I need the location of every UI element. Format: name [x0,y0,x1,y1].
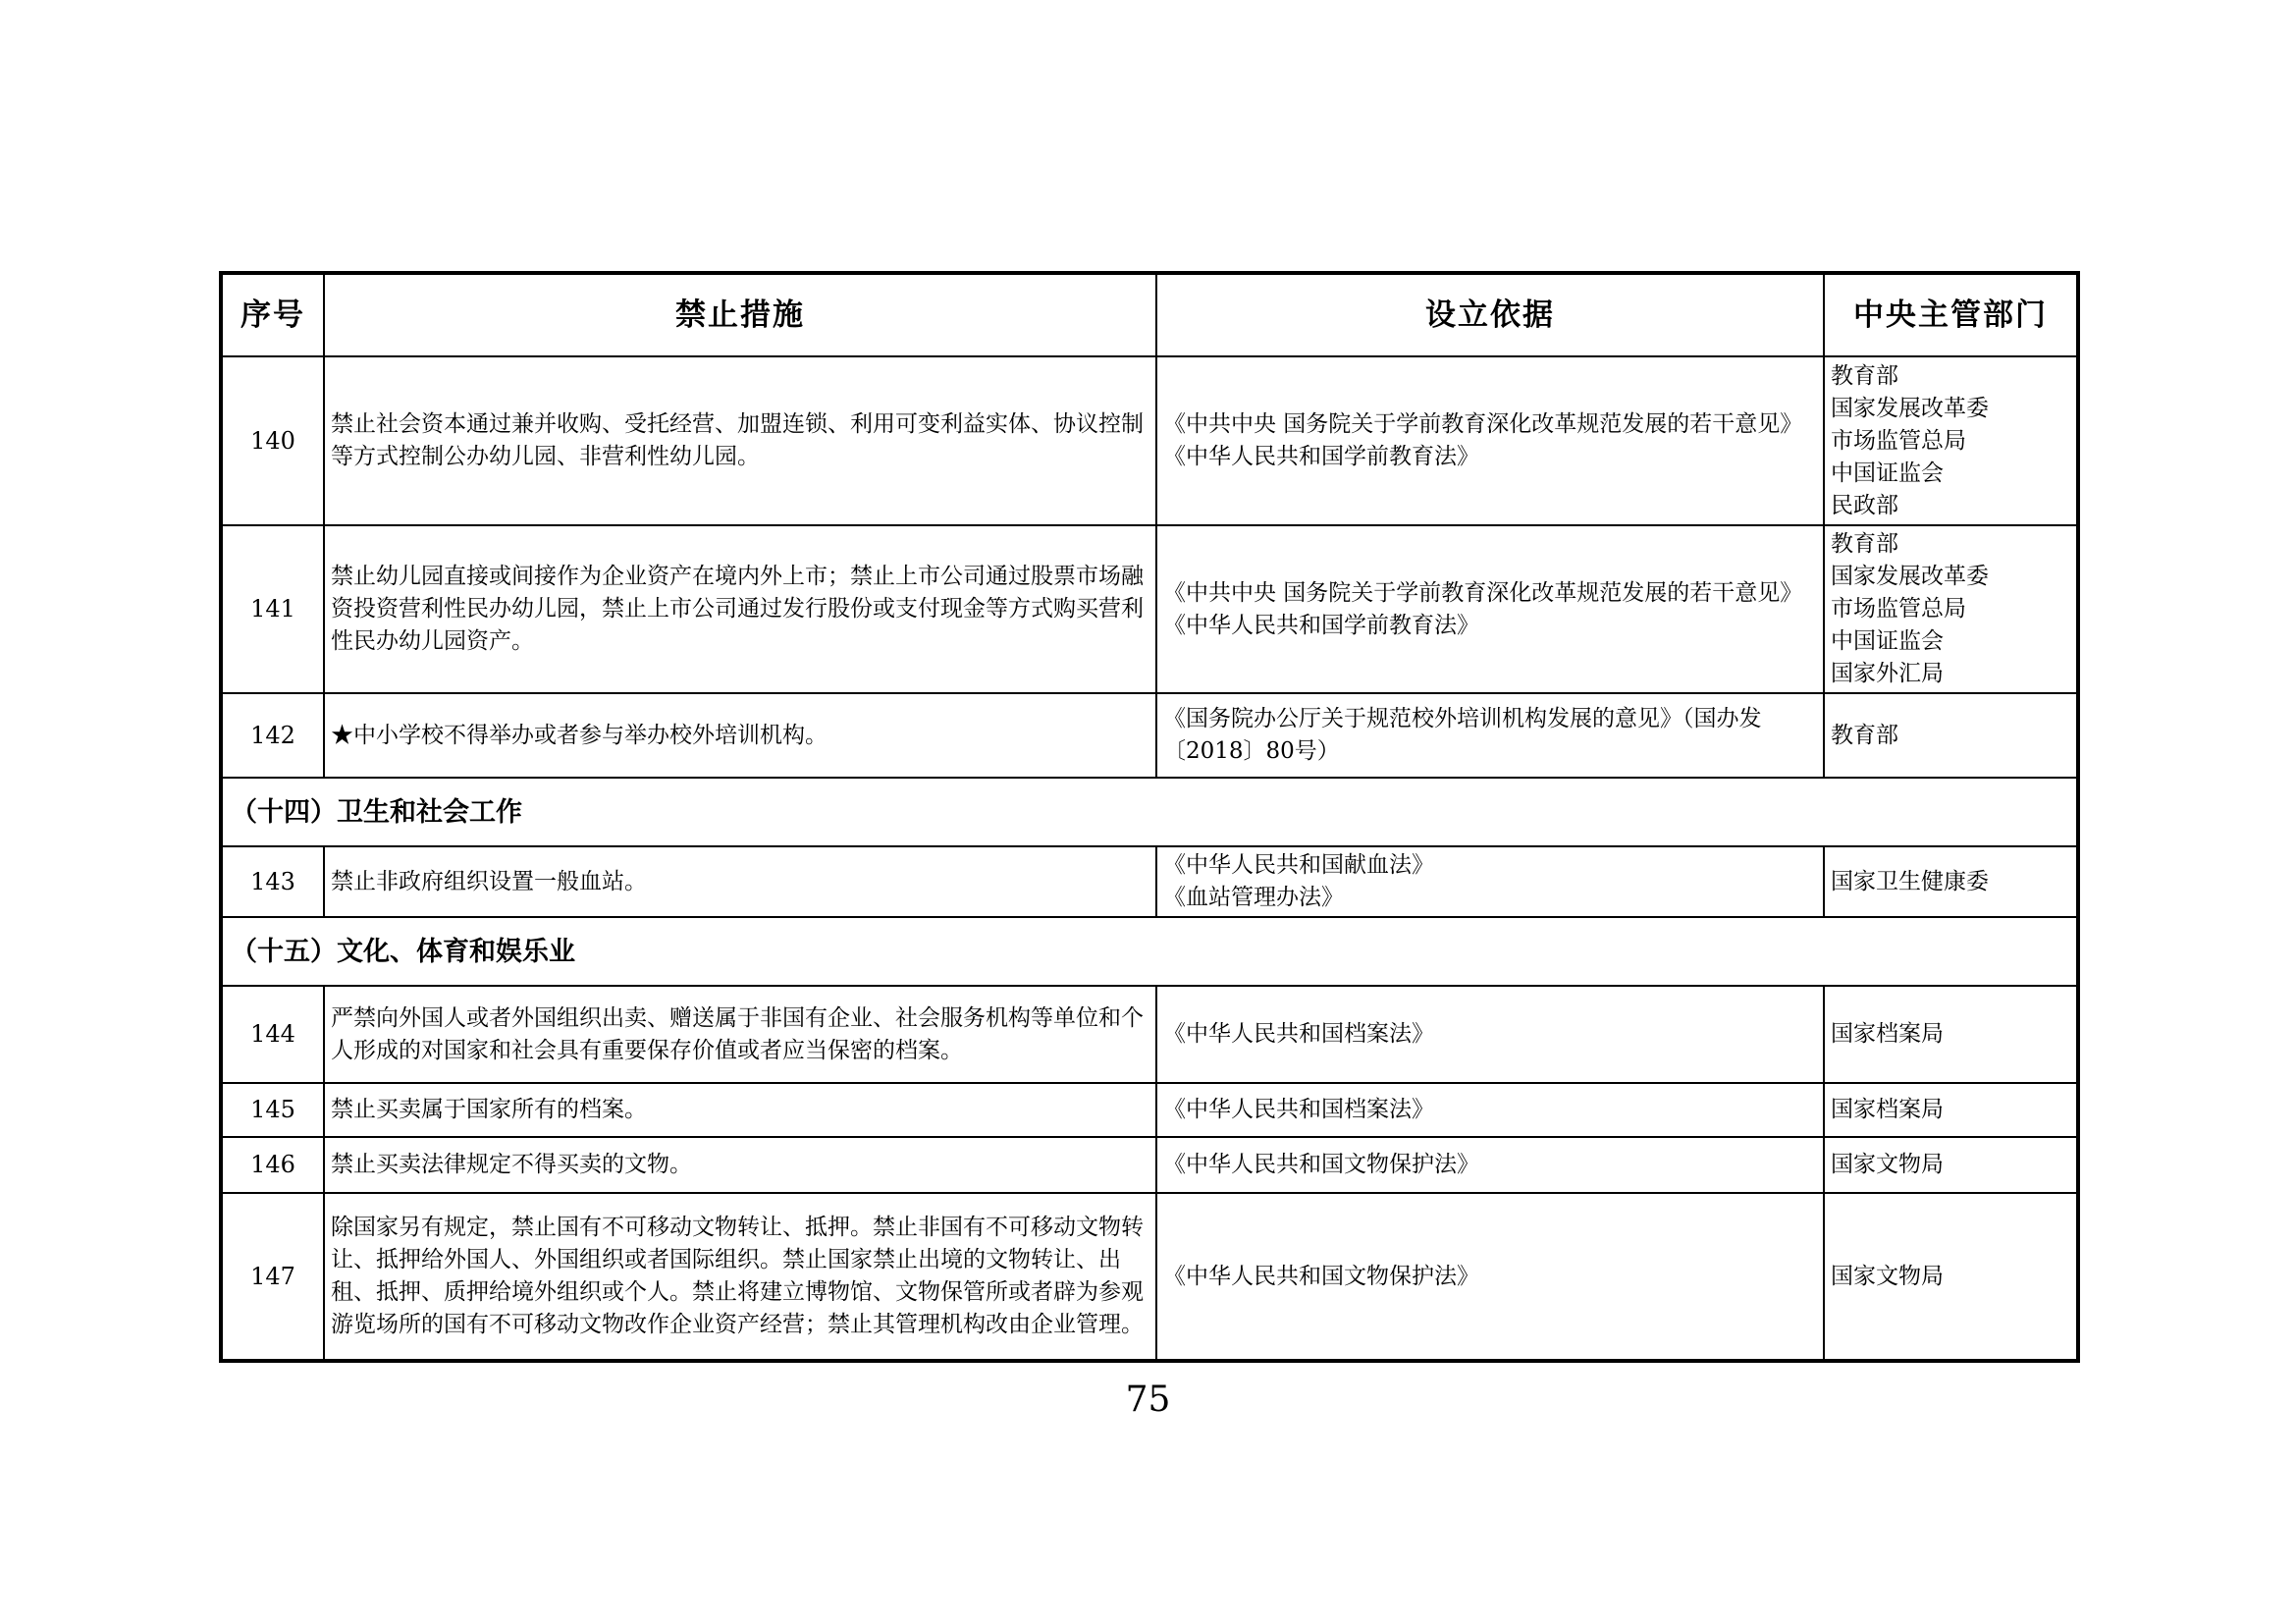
department-name: 教育部 [1831,362,1898,389]
basis-document: 《中共中央 国务院关于学前教育深化改革规范发展的若干意见》 [1163,579,1803,606]
row-number: 147 [221,1193,324,1361]
row-departments [1824,525,2078,693]
header-department: 中央主管部门 [1824,273,2078,356]
department-name: 民政部 [1831,492,1898,518]
row-number: 141 [221,525,324,693]
row-basis: 《中华人民共和国档案法》 [1156,986,1824,1083]
table-row [221,1193,2078,1361]
row-basis [1156,525,1824,693]
basis-document: 《中华人民共和国学前教育法》 [1163,612,1479,638]
table-row [221,1083,2078,1137]
basis-document: 《中共中央 国务院关于学前教育深化改革规范发展的若干意见》 [1163,411,1803,437]
table-header-row [221,273,2078,356]
department-name: 市场监管总局 [1831,596,1966,622]
row-measure: 禁止买卖法律规定不得买卖的文物。 [324,1137,1156,1193]
row-basis: 《中华人民共和国文物保护法》 [1156,1193,1824,1361]
department-name: 国家发展改革委 [1831,395,1989,421]
header-basis: 设立依据 [1156,273,1824,356]
row-measure: 严禁向外国人或者外国组织出卖、赠送属于非国有企业、社会服务机构等单位和个人形成的对国家和社会具有重要保存价值或者应当保密的档案。 [324,986,1156,1083]
row-basis [1156,356,1824,525]
row-departments: 国家卫生健康委 [1824,846,2078,917]
table-row [221,525,2078,693]
row-departments: 国家文物局 [1824,1193,2078,1361]
section-row [221,917,2078,986]
department-name: 中国证监会 [1831,460,1944,486]
row-measure: 禁止非政府组织设置一般血站。 [324,846,1156,917]
row-number: 144 [221,986,324,1083]
basis-document: 《中华人民共和国献血法》 [1163,852,1434,878]
row-departments: 国家文物局 [1824,1137,2078,1193]
table-row [221,986,2078,1083]
row-basis: 《中华人民共和国文物保护法》 [1156,1137,1824,1193]
row-measure: 禁止买卖属于国家所有的档案。 [324,1083,1156,1137]
section-heading: （十四）卫生和社会工作 [221,778,2078,846]
department-name: 国家发展改革委 [1831,564,1989,589]
row-number: 146 [221,1137,324,1193]
department-name: 国家外汇局 [1831,661,1944,686]
row-number: 143 [221,846,324,917]
row-departments: 国家档案局 [1824,986,2078,1083]
row-measure: ★中小学校不得举办或者参与举办校外培训机构。 [324,693,1156,778]
page-number: 75 [1125,1380,1171,1420]
row-departments: 教育部 [1824,693,2078,778]
row-number: 140 [221,356,324,525]
row-departments [1824,356,2078,525]
row-number: 142 [221,693,324,778]
basis-document: 《中华人民共和国学前教育法》 [1163,444,1479,469]
header-measure: 禁止措施 [324,273,1156,356]
row-measure: 禁止社会资本通过兼并收购、受托经营、加盟连锁、利用可变利益实体、协议控制等方式控制公办幼儿园、非营利性幼儿园。 [324,356,1156,525]
measures-table-container [219,271,2076,1363]
table-row [221,356,2078,525]
header-serial: 序号 [221,273,324,356]
prohibited-measures-table [219,271,2080,1363]
department-name: 市场监管总局 [1831,427,1966,454]
basis-document: 《血站管理办法》 [1163,885,1344,910]
row-measure: 禁止幼儿园直接或间接作为企业资产在境内外上市；禁止上市公司通过股票市场融资投资营利性民办幼儿园，禁止上市公司通过发行股份或支付现金等方式购买营利性民办幼儿园资产。 [324,525,1156,693]
table-row [221,846,2078,917]
row-departments: 国家档案局 [1824,1083,2078,1137]
section-row [221,778,2078,846]
table-row [221,693,2078,778]
row-basis [1156,846,1824,917]
row-number: 145 [221,1083,324,1137]
row-measure: 除国家另有规定，禁止国有不可移动文物转让、抵押。禁止非国有不可移动文物转让、抵押给外国人、外国组织或者国际组织。禁止国家禁止出境的文物转让、出租、抵押、质押给境外组织或个人。禁止将建立博物馆、文物保管所或者辟为参观游览场所的国有不可移动文物改作企业资产经营；禁止其管理机构改由企业管理。 [324,1193,1156,1361]
table-row [221,1137,2078,1193]
row-basis: 《中华人民共和国档案法》 [1156,1083,1824,1137]
row-basis: 《国务院办公厅关于规范校外培训机构发展的意见》（国办发〔2018〕80号） [1156,693,1824,778]
department-name: 教育部 [1831,531,1898,557]
department-name: 中国证监会 [1831,628,1944,654]
section-heading: （十五）文化、体育和娱乐业 [221,917,2078,986]
